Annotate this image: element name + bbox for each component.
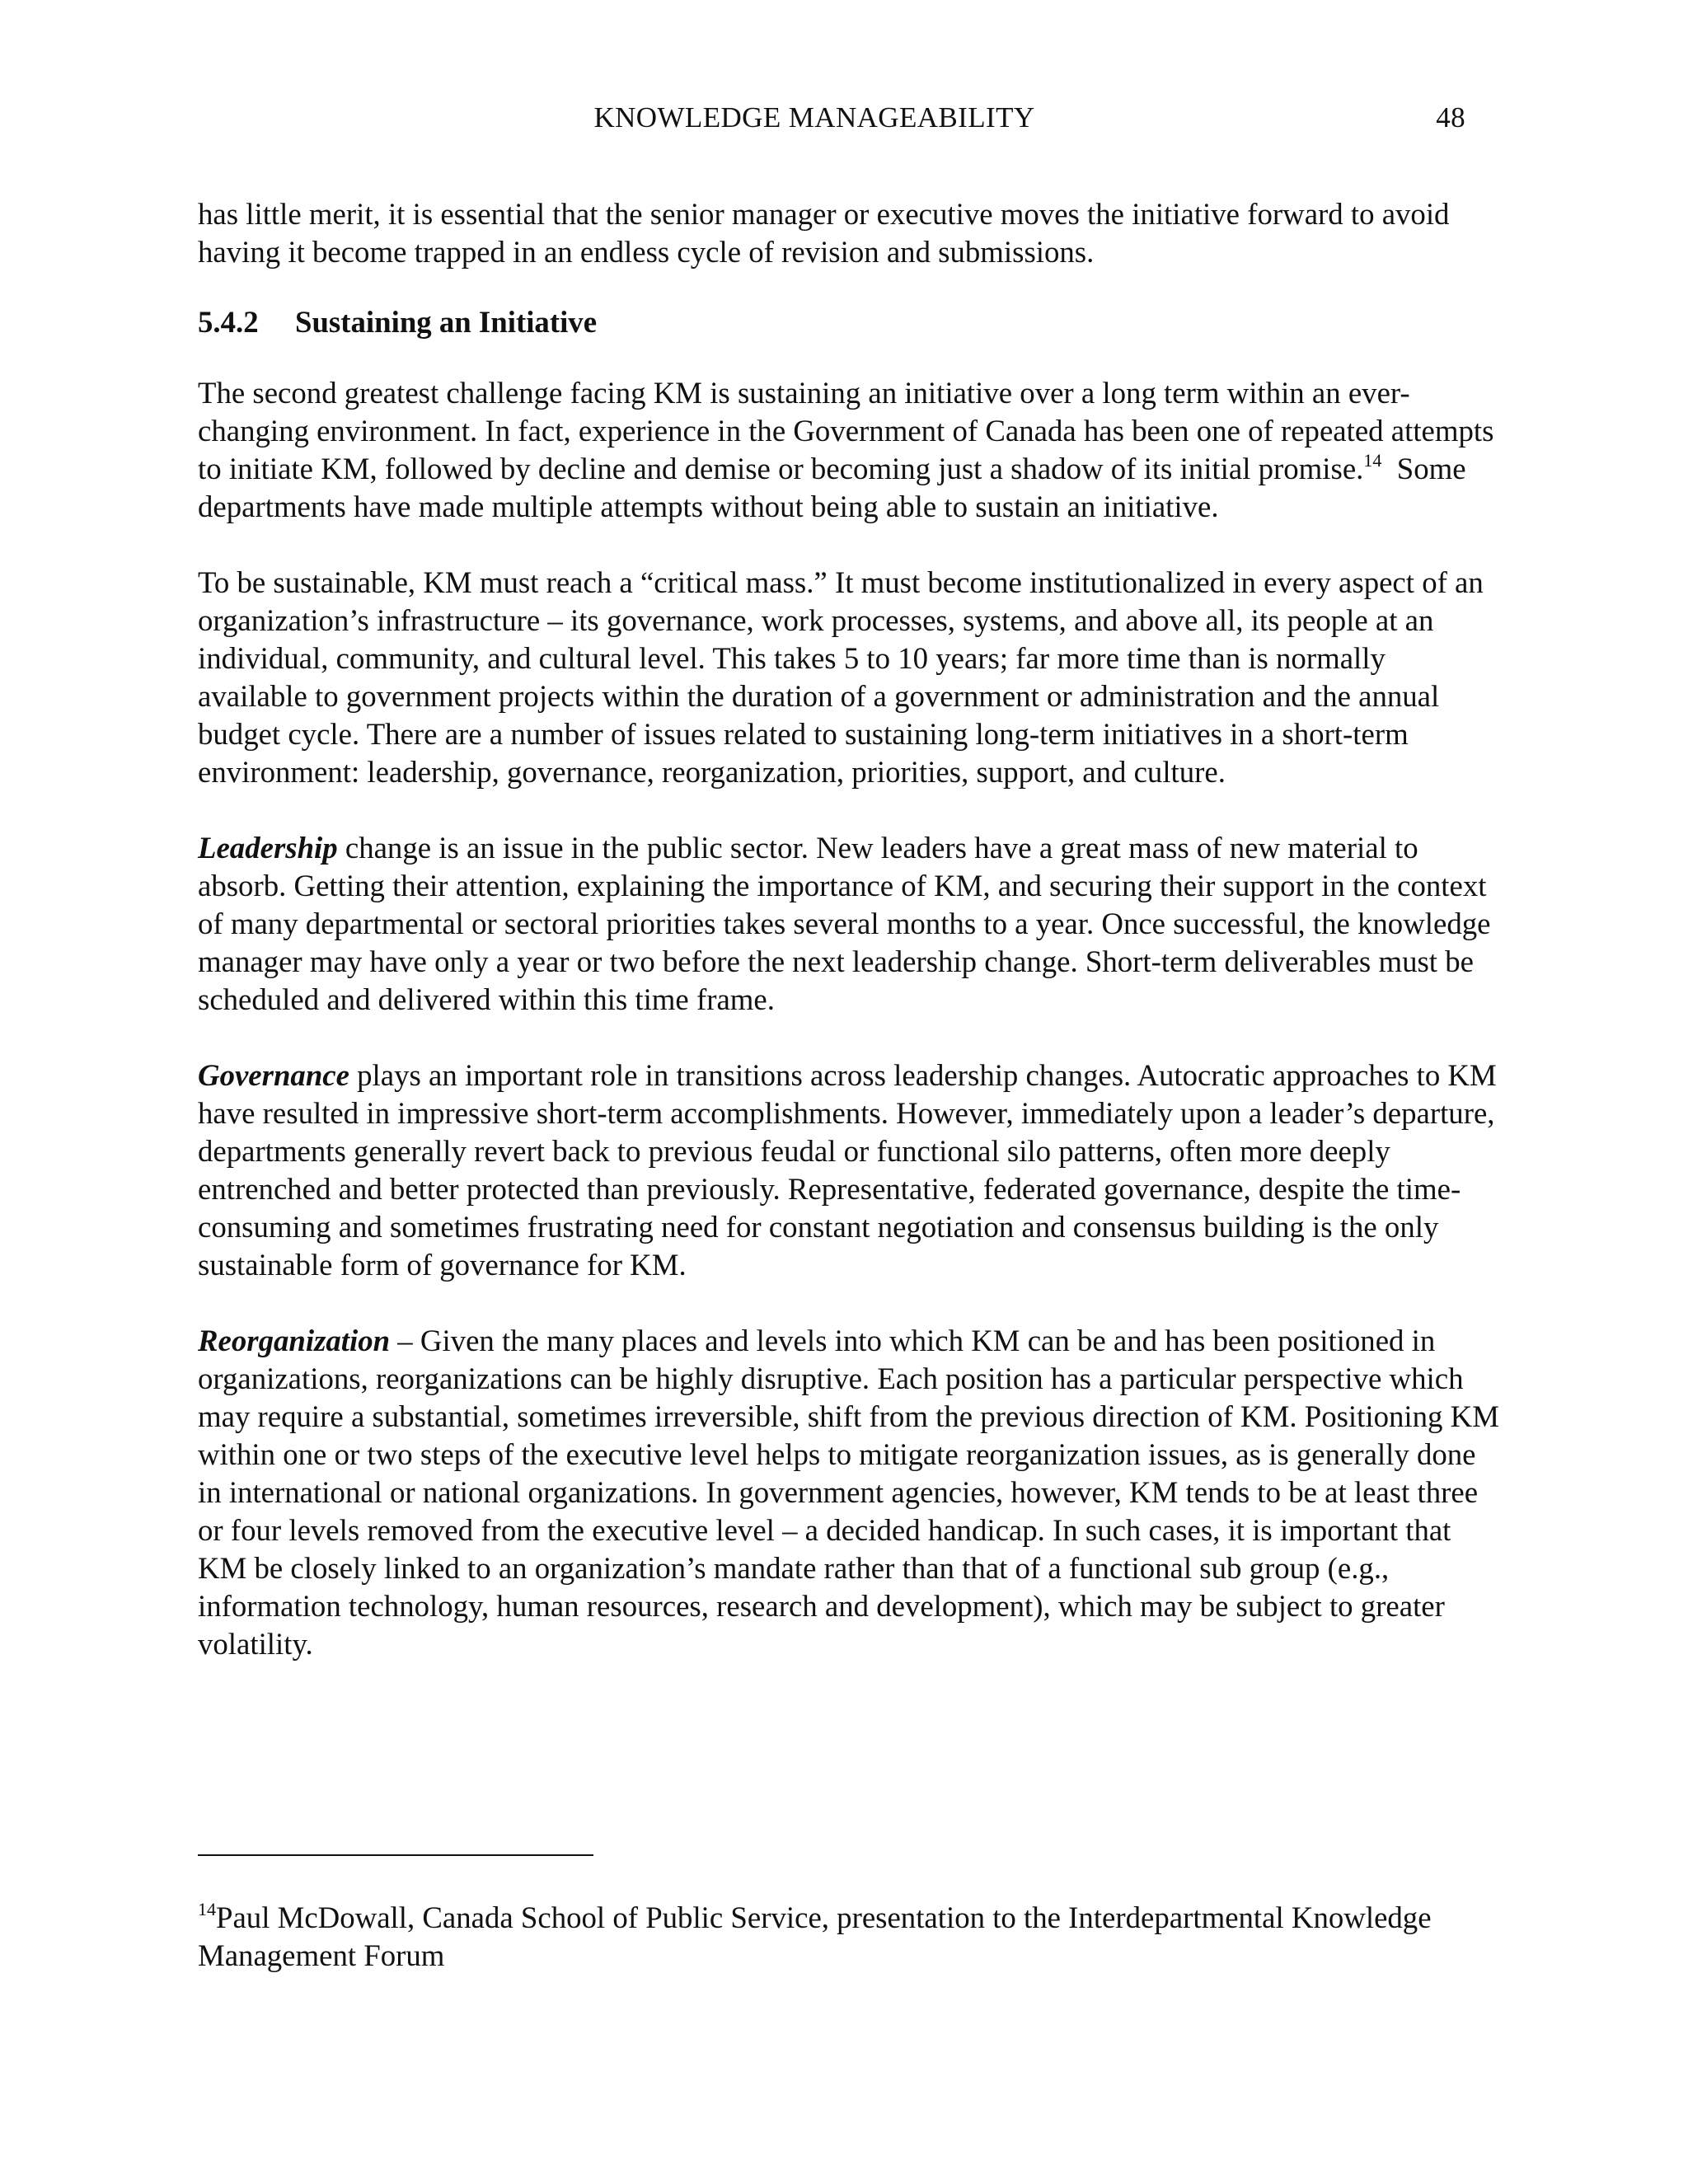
page-number: 48 xyxy=(1436,101,1465,134)
governance-text: plays an important role in transitions across leadership changes. Autocratic approaches to KM have resulted in impressive short-term accomplishments. However, immediately upon a leader’s departure, departments generally revert back to previous feudal or functional silo patterns, often more deeply entrenched and better protected than previously. Representative, federated governance, despite the time-consuming and sometimes frustrating need for constant negotiation and consensus building is the only sustainable form of governance for KM. xyxy=(198,1058,1497,1282)
paragraph-critical-mass: To be sustainable, KM must reach a “critical mass.” It must become institutionalized in every aspect of an organization’s infrastructure – its governance, work processes, systems, and above all, its people at an individual, community, and cultural level. This takes 5 to 10 years; far more time than is normally available to government projects within the duration of a government or administration and the annual budget cycle. There are a number of issues related to sustaining long-term initiatives in a short-term environment: leadership, governance, reorganization, priorities, support, and culture. xyxy=(198,565,1484,789)
body-text xyxy=(198,195,1500,1663)
paragraph-gap xyxy=(198,526,1500,564)
leadership-term: Leadership xyxy=(198,831,338,865)
footnote xyxy=(198,1899,1500,1975)
running-head xyxy=(0,97,1688,138)
running-head-title: KNOWLEDGE MANAGEABILITY xyxy=(593,101,1035,134)
paragraph-challenge xyxy=(198,374,1500,526)
paragraph-challenge-text-cont: Some departments have made multiple attempts without being able to sustain an initiative. xyxy=(198,452,1474,523)
paragraph-governance xyxy=(198,1057,1500,1284)
paragraph-leadership xyxy=(198,829,1500,1019)
continuation-paragraph: has little merit, it is essential that the senior manager or executive moves the initiative forward to avoid having it become trapped in an endless cycle of revision and submissions. xyxy=(198,197,1450,269)
governance-term: Governance xyxy=(198,1058,349,1092)
paragraph-gap xyxy=(198,791,1500,829)
reorganization-text: – Given the many places and levels into which KM can be and has been positioned in organizations, reorganizations can be highly disruptive. Each position has a particular perspective which may require a substantial, sometimes irreversible, shift from the previous direction of KM. Positioning KM within one or two steps of the executive level helps to mitigate reorganization issues, as is generally done in international or national organizations. In government agencies, however, KM tends to be at least three or four levels removed from the executive level – a decided handicap. In such cases, it is important that KM be closely linked to an organization’s mandate rather than that of a functional sub group (e.g., information technology, human resources, research and development), which may be subject to greater volatility. xyxy=(198,1324,1499,1661)
reorganization-term: Reorganization xyxy=(198,1324,391,1357)
footnote-marker: 14 xyxy=(198,1898,216,1919)
paragraph-gap xyxy=(198,1284,1500,1322)
paragraph-challenge-text: The second greatest challenge facing KM is sustaining an initiative over a long term within an ever-changing environment. In fact, experience in the Government of Canada has been one of repeated attempts to initiate KM, followed by decline and demise or becoming just a shadow of its initial promise. xyxy=(198,376,1494,485)
section-title: Sustaining an Initiative xyxy=(295,305,598,339)
section-number: 5.4.2 xyxy=(198,305,259,339)
footnote-reference[interactable]: 14 xyxy=(1363,449,1382,471)
footnote-separator xyxy=(198,1854,593,1856)
footnote-text: Paul McDowall, Canada School of Public Service, presentation to the Interdepartmental Knowledge Management Forum xyxy=(198,1900,1432,1972)
paragraph-reorganization xyxy=(198,1322,1500,1663)
section-heading xyxy=(198,303,1500,341)
leadership-text: change is an issue in the public sector. New leaders have a great mass of new material to absorb. Getting their attention, explaining the importance of KM, and securing their support in the context of many departmental or sectoral priorities takes several months to a year. Once successful, the knowledge manager may have only a year or two before the next leadership change. Short-term deliverables must be scheduled and delivered within this time frame. xyxy=(198,831,1491,1016)
paragraph-gap xyxy=(198,1019,1500,1057)
footnote-paragraph xyxy=(198,1899,1500,1975)
